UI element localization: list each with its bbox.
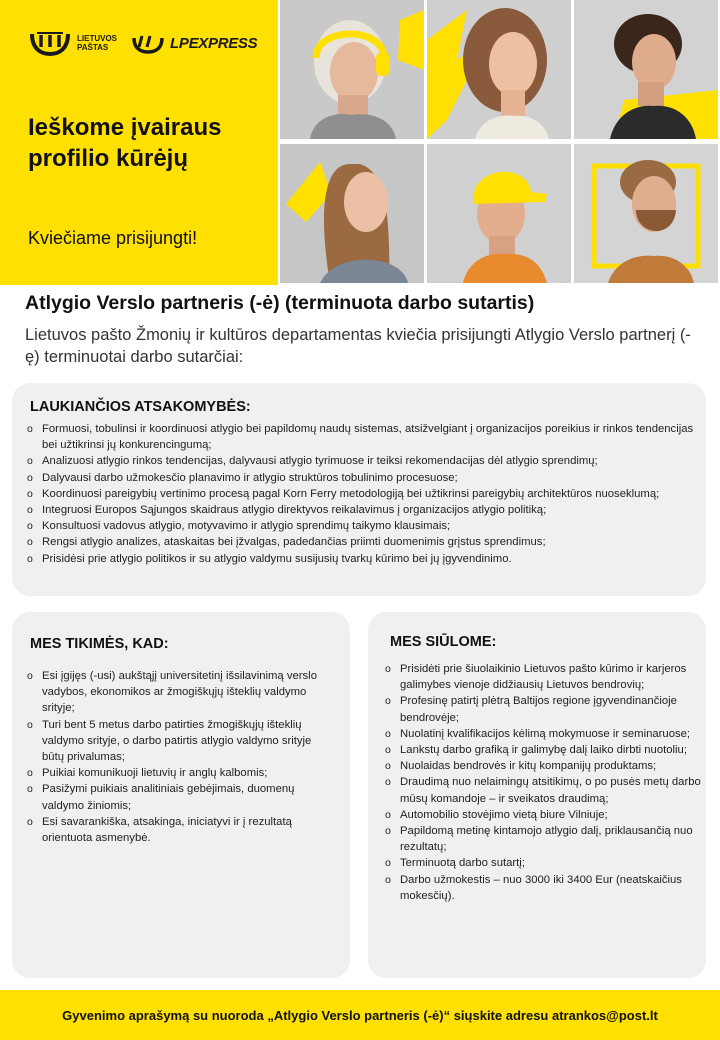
photo-woman-headphones: [280, 0, 424, 139]
list-item: o Puikiai komunikuoji lietuvių ir anglų kalbomis;: [26, 765, 336, 781]
footer-application-instructions: Gyvenimo aprašymą su nuoroda „Atlygio Verslo partneris (-ė)“ siųskite adresu atrankos@post.lt: [62, 1007, 658, 1023]
list-item: o Papildomą metinę kintamojo atlygio dalį, priklausančią nuo rezultatų;: [384, 823, 702, 855]
offers-heading: MES SIŪLOME:: [390, 634, 497, 650]
lpexpress-logo: [131, 32, 257, 54]
list-item: o Esi savarankiška, atsakinga, iniciatyvi ir į rezultatą orientuota asmenybė.: [26, 814, 336, 846]
job-title: Atlygio Verslo partneris (-ė) (terminuota darbo sutartis): [25, 292, 535, 314]
hero-subtitle: Kviečiame prisijungti!: [28, 228, 198, 248]
list-item: o Nuolaidas bendrovės ir kitų kompanijų produktams;: [384, 758, 702, 774]
offers-list: [384, 661, 702, 904]
lietuvos-pastas-logo-icon: [28, 30, 72, 56]
list-item: o Prisidėsi prie atlygio politikos ir su atlygio valdymu susijusių tvarkų kūrimo bei jų įgyvendinimo.: [26, 551, 694, 567]
logos: [28, 30, 257, 56]
job-intro: Lietuvos pašto Žmonių ir kultūros departamentas kviečia prisijungti Atlygio Verslo partnerį (-ę) terminuotai darbo sutarčiai:: [25, 326, 691, 366]
list-item: o Rengsi atlygio analizes, ataskaitas bei įžvalgas, padedančias priimti duomenimis grįstus sprendimus;: [26, 534, 694, 550]
list-item: o Draudimą nuo nelaimingų atsitikimų, o po pusės metų darbo mūsų komandoje – ir sveikatos draudimą;: [384, 774, 702, 806]
list-item: o Esi įgijęs (-usi) aukštąjį universitetinį išsilavinimą verslo vadybos, ekonomikos ar žmogiškųjų išteklių valdymo srityje;: [26, 668, 336, 717]
requirements-list: [26, 668, 336, 846]
list-item: o Lankstų darbo grafiką ir galimybę dalį laiko dirbti nuotoliu;: [384, 742, 702, 758]
lpexpress-logo-icon: [131, 32, 165, 54]
photo-woman-long-hair: [280, 144, 424, 283]
photo-man-curly-hair: [574, 0, 718, 139]
responsibilities-list: [26, 421, 694, 567]
hero-photo-grid: [278, 0, 720, 285]
list-item: o Pasižymi puikiais analitiniais gebėjimais, duomenų valdymo žiniomis;: [26, 781, 336, 813]
hero-banner: [0, 0, 720, 285]
list-item: o Dalyvausi darbo užmokesčio planavimo ir atlygio struktūros tobulinimo procesuose;: [26, 470, 694, 486]
list-item: o Nuolatinį kvalifikacijos kėlimą mokymuose ir seminaruose;: [384, 726, 702, 742]
photo-woman-curly-hair: [427, 0, 571, 139]
hero-title: Ieškome įvairaus profilio kūrėjų: [28, 114, 222, 172]
photo-bearded-man: [574, 144, 718, 283]
list-item: o Profesinę patirtį plėtrą Baltijos regione įgyvendinančioje bendrovėje;: [384, 693, 702, 725]
requirements-panel: [12, 612, 350, 978]
offers-panel: [368, 612, 706, 978]
responsibilities-panel: [12, 383, 706, 596]
requirements-heading: MES TIKIMĖS, KAD:: [30, 636, 169, 652]
list-item: o Koordinuosi pareigybių vertinimo procesą pagal Korn Ferry metodologiją bei užtikrinsi pareigybių architektūros nuoseklumą;: [26, 486, 694, 502]
photo-man-yellow-cap: [427, 144, 571, 283]
list-item: o Konsultuosi vadovus atlygio, motyvavimo ir atlygio sprendimų taikymo klausimais;: [26, 518, 694, 534]
logo-line-2: PAŠTAS: [77, 43, 109, 52]
list-item: o Prisidėti prie šiuolaikinio Lietuvos pašto kūrimo ir karjeros galimybes vienoje didžiausių Lietuvos bendrovių;: [384, 661, 702, 693]
lietuvos-pastas-logo: [28, 30, 117, 56]
list-item: o Turi bent 5 metus darbo patirties žmogiškųjų išteklių valdymo srityje, o darbo patirtis atlygio valdymo srityje būtų privalumas;: [26, 717, 336, 766]
list-item: o Terminuotą darbo sutartį;: [384, 855, 702, 871]
responsibilities-heading: LAUKIANČIOS ATSAKOMYBĖS:: [30, 399, 251, 415]
footer-banner: [0, 990, 720, 1040]
list-item: o Analizuosi atlygio rinkos tendencijas, dalyvausi atlygio tyrimuose ir teiksi rekomendacijas dėl atlygio sprendimų;: [26, 453, 694, 469]
logo-line-1: LIETUVOS: [77, 34, 118, 43]
list-item: o Formuosi, tobulinsi ir koordinuosi atlygio bei papildomų naudų sistemas, atsižvelgiant į organizacijos poreikius ir rinkos tendencijas bei užtikrinsi jų konkurencingumą;: [26, 421, 694, 453]
lpexpress-logo-text: LPEXPRESS: [170, 34, 258, 52]
list-item: o Darbo užmokestis – nuo 3000 iki 3400 Eur (neatskaičius mokesčių).: [384, 872, 702, 904]
list-item: o Integruosi Europos Sąjungos skaidraus atlygio direktyvos reikalavimus į organizacijos atlygio politiką;: [26, 502, 694, 518]
list-item: o Automobilio stovėjimo vietą biure Vilniuje;: [384, 807, 702, 823]
hero-yellow-panel: [0, 0, 278, 285]
